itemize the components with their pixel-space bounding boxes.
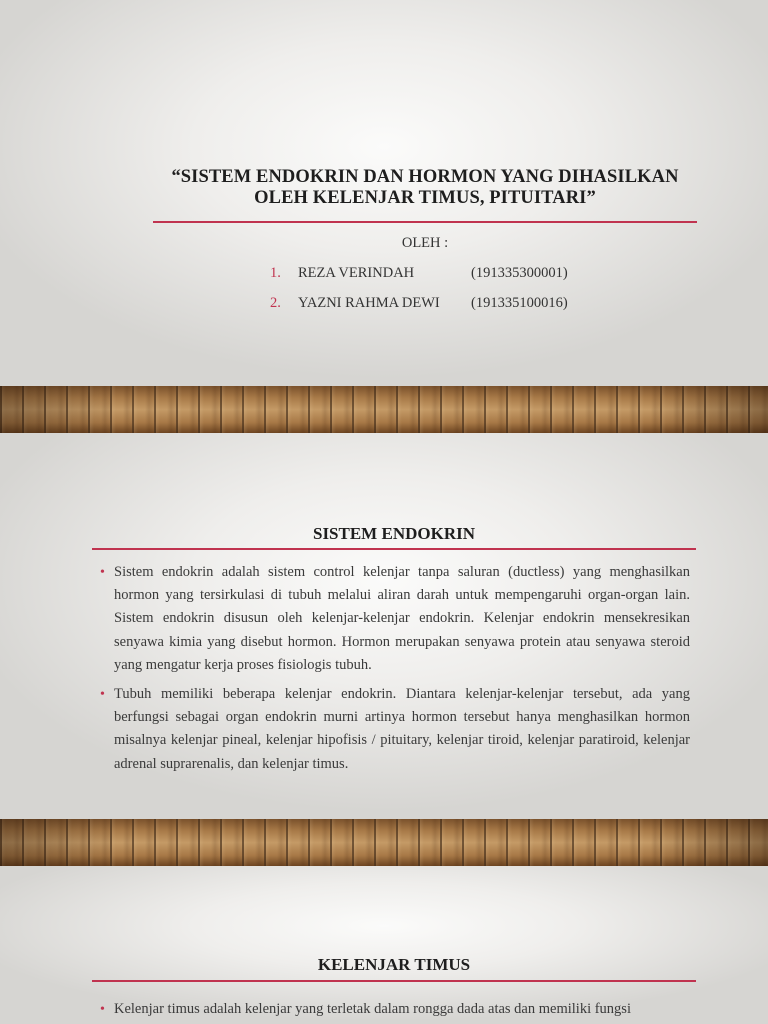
bullet-item	[100, 998, 690, 1021]
bullet-list	[100, 998, 690, 1021]
presentation-title	[150, 167, 700, 209]
bullet-icon: •	[100, 687, 105, 703]
bullet-text: Sistem endokrin adalah sistem control kelenjar tanpa saluran (ductless) yang menghasilkan hormon yang tersirkulasi di tubuh melalui aliran darah untuk mempengaruhi organ-organ lain. Sistem endokrin disusun oleh kelenjar-kelenjar endokrin. Kelenjar endokrin mensekresikan senyawa kimia yang disebut hormon. Hormon merupakan senyawa protein atau senyawa steroid yang mengatur kerja proses fisiologis tubuh.	[114, 564, 690, 673]
title-divider	[153, 221, 697, 223]
title-line-1: “SISTEM ENDOKRIN DAN HORMON YANG DIHASILKAN	[171, 167, 679, 187]
title-divider	[92, 548, 696, 550]
bullet-text: Tubuh memiliki beberapa kelenjar endokrin. Diantara kelenjar-kelenjar tersebut, ada yang berfungsi sebagai organ endokrin murni artinya hormon tersebut hanya menghasilkan hormon misalnya kelenjar pineal, kelenjar hipofisis / pituitary, kelenjar tiroid, kelenjar paratiroid, kelenjar adrenal suprarenalis, dan kelenjar timus.	[114, 686, 690, 772]
wood-floor-divider	[0, 386, 768, 433]
author-item	[270, 265, 710, 282]
author-nim: (191335100016)	[471, 295, 568, 311]
title-divider	[92, 980, 696, 982]
title-slide	[0, 0, 768, 386]
author-nim: (191335300001)	[471, 265, 568, 281]
author-number: 2.	[270, 295, 281, 311]
bullet-list	[100, 561, 690, 776]
bullet-icon: •	[100, 1002, 105, 1017]
bullet-icon: •	[100, 565, 105, 580]
bullet-text: Kelenjar timus adalah kelenjar yang terletak dalam rongga dada atas dan memiliki fungsi	[114, 1001, 631, 1017]
slide-title: SISTEM ENDOKRIN	[312, 524, 475, 543]
author-item	[270, 295, 710, 312]
bullet-item	[100, 683, 690, 776]
wood-floor-divider	[0, 819, 768, 866]
author-number: 1.	[270, 265, 281, 281]
title-line-2: OLEH KELENJAR TIMUS, PITUITARI”	[254, 188, 596, 208]
oleh-label: OLEH :	[401, 235, 449, 251]
sistem-endokrin-slide	[0, 433, 768, 819]
kelenjar-timus-slide	[0, 866, 768, 1024]
author-name: YAZNI RAHMA DEWI	[298, 295, 440, 311]
author-name: REZA VERINDAH	[298, 265, 415, 281]
slide-title: KELENJAR TIMUS	[317, 955, 471, 974]
bullet-item	[100, 561, 690, 677]
